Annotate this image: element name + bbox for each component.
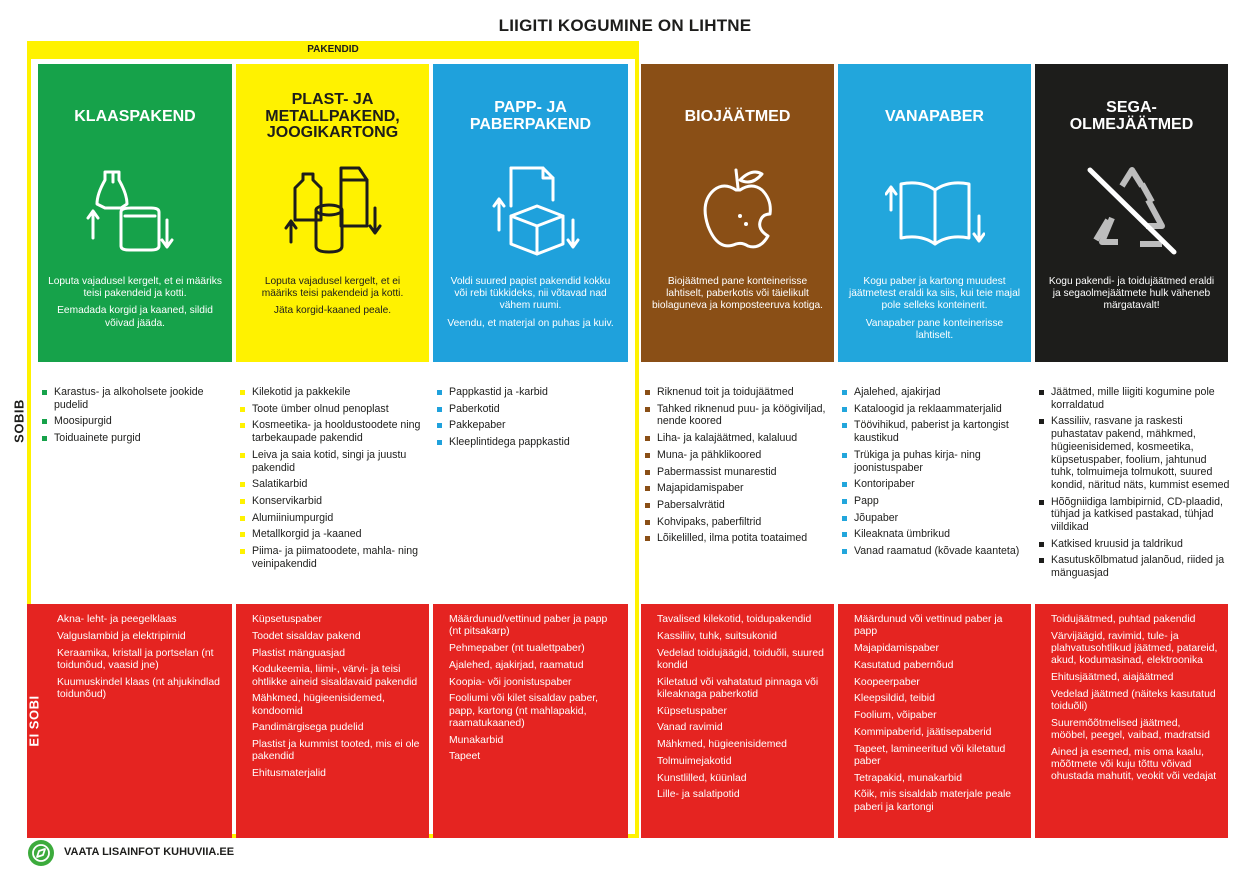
list-item: Kasutuskõlbmatud jalanõud, riided ja mänguasjad [1039,554,1231,579]
list-item: Kleepsildid, teibid [854,693,935,705]
list-item: Konservikarbid [240,495,428,508]
list-item: Liha- ja kalajäätmed, kalaluud [645,432,833,445]
list-item: Toodet sisaldav pakend [252,630,361,642]
list-item: Kosmeetika- ja hooldustoodete ning tarbekaupade pakendid [240,419,428,444]
column-description [848,276,1021,342]
list-item: Tapeet [449,751,481,763]
list-item: Pabersalvrätid [645,499,833,512]
footer-link-text[interactable]: VAATA LISAINFOT KUHUVIIA.EE [64,846,235,858]
sobib-list-papppakend [437,386,627,453]
list-item: Majapidamispaber [854,643,939,655]
list-item: Mähkmed, hügieenisidemed [657,739,787,751]
column-description [48,276,222,330]
list-item: Pehmepaber (nt tualettpaber) [449,643,585,655]
list-item: Fooliumi või kilet sisaldav paber, papp, kartong (nt mahlapakid, raamatukaaned) [449,693,598,729]
list-item: Ehitusjäätmed, aiajäätmed [1051,672,1174,684]
list-item: Tavalised kilekotid, toidupakendid [657,614,812,625]
list-item: Pabermassist munarestid [645,466,833,479]
column-header-vanapaber [838,64,1031,362]
list-item: Kassiliiv, tuhk, suitsukonid [657,630,777,642]
list-item: Kleeplintidega pappkastid [437,436,627,449]
description-paragraph: Loputa vajadusel kergelt, et ei määriks teisi pakendeid ja kotti. [261,276,404,300]
list-item: Vanad raamatud (kõvade kaanteta) [842,545,1030,558]
list-item: Kataloogid ja reklaammaterjalid [842,403,1030,416]
list-item: Kileaknata ümbrikud [842,528,1030,541]
list-item: Ehitusmaterjalid [252,768,326,780]
column-title: KLAASPAKEND [74,107,196,125]
description-paragraph: Voldi suured papist pakendid kokku või rebi tükkideks, nii võtavad nad vähem ruumi. [450,276,611,312]
column-description [1045,276,1218,313]
list-item: Plastist ja kummist tooted, mis ei ole pakendid [252,739,420,763]
cardboard-box-recycle-icon [481,160,581,260]
ei-sobi-label [27,604,41,838]
list-item: Alumiiniumpurgid [240,512,428,525]
list-item: Kohvipaks, paberfiltrid [645,516,833,529]
list-item: Kiletatud või vahatatud pinnaga või kileaknaga paberkotid [657,676,819,700]
list-item: Kõik, mis sisaldab materjale peale paberi ja kartongi [854,789,1012,813]
list-item: Kommipaberid, jäätisepaberid [854,726,992,738]
list-item: Jõupaber [842,512,1030,525]
description-paragraph: Eemadada korgid ja kaaned, sildid võivad jääda. [57,305,213,329]
list-item: Töövihikud, paberist ja kartongist kaustikud [842,419,1030,444]
column-header-plastpakend [236,64,429,362]
sobib-list-plastpakend [240,386,428,574]
crossed-recycle-icon [1082,160,1182,260]
list-item: Tahked riknenud puu- ja köögiviljad, nende koored [645,403,833,428]
description-paragraph: Kogu paber ja kartong muudest jäätmetest eraldi ka siis, kui teie majal pole selleks konteinerit. [849,276,1020,312]
list-item: Valguslambid ja elektripirnid [57,630,186,642]
column-description [443,276,618,330]
list-item: Pandimärgisega pudelid [252,722,364,734]
ei-sobi-list-klaaspakend [41,604,232,838]
description-paragraph: Kogu pakendi- ja toidujäätmed eraldi ja segaolmejäätmete hulk väheneb märgatavalt! [1048,276,1215,312]
list-item: Toidujäätmed, puhtad pakendid [1051,614,1196,625]
list-item: Vedelad jäätmed (näiteks kasutatud toiduõli) [1051,688,1216,713]
column-header-segaolmejaatmed [1035,64,1228,362]
list-item: Kilekotid ja pakkekile [240,386,428,399]
list-item: Riknenud toit ja toidujäätmed [645,386,833,399]
list-item: Kassiliiv, rasvane ja raskesti puhastatav pakend, mähkmed, hügieenisidemed, kosmeetika, küpsetuspaber, foolium, jahtunud tuhk, tolmuimeja tolmukott, suured kondid, näritud näts, kummist esemed [1039,415,1231,491]
column-header-papppakend [433,64,628,362]
list-item: Moosipurgid [42,415,230,428]
list-item: Toote ümber olnud penoplast [240,403,428,416]
apple-core-icon [688,160,788,260]
compass-logo-icon [28,840,54,866]
description-paragraph: Jäta korgid-kaaned peale. [273,305,392,317]
glass-bottle-jar-recycle-icon [85,160,185,260]
list-item: Paberkotid [437,403,627,416]
plastic-metal-carton-recycle-icon [283,160,383,260]
list-item: Katkised kruusid ja taldrikud [1039,538,1231,551]
list-item: Ajalehed, ajakirjad [842,386,1030,399]
column-title: BIOJÄÄTMED [684,107,791,125]
list-item: Kuumuskindel klaas (nt ahjukindlad toidunõud) [57,676,220,700]
sobib-list-segaolmejaatmed [1039,386,1231,584]
list-item: Määrdunud/vettinud paber ja papp (nt pitsakarp) [449,614,608,638]
list-item: Akna- leht- ja peegelklaas [57,614,177,625]
list-item: Vedelad toidujäägid, toiduõli, suured kondid [657,647,824,671]
list-item: Salatikarbid [240,478,428,491]
description-paragraph: Loputa vajadusel kergelt, et ei määriks teisi pakendeid ja kotti. [48,276,222,300]
column-description [246,276,419,318]
ei-sobi-list-plastpakend [236,604,429,838]
column-header-biojaatmed [641,64,834,362]
list-item: Kasutatud pabernõud [854,659,954,671]
description-paragraph: Veendu, et materjal on puhas ja kuiv. [447,317,614,329]
list-item: Jäätmed, mille liigiti kogumine pole korraldatud [1039,386,1231,411]
list-item: Tetrapakid, munakarbid [854,772,963,784]
column-title: SEGA- OLMEJÄÄTMED [1069,99,1194,133]
list-item: Foolium, võipaber [854,710,937,722]
list-item: Metallkorgid ja -kaaned [240,528,428,541]
sobib-list-vanapaber [842,386,1030,562]
page-title: LIIGITI KOGUMINE ON LIHTNE [498,16,752,35]
sobib-label [12,390,26,452]
list-item: Küpsetuspaber [252,614,322,625]
column-title: PAPP- JA PABERPAKEND [469,99,592,133]
column-title: VANAPABER [885,107,984,125]
ei-sobi-list-vanapaber [838,604,1031,838]
list-item: Küpsetuspaber [657,705,727,717]
list-item: Suuremõõtmelised jäätmed, mööbel, peegel, vaibad, madratsid [1051,717,1210,742]
list-item: Keraamika, kristall ja portselan (nt toidunõud, vaasid jne) [57,647,214,671]
list-item: Lille- ja salatipotid [657,789,740,801]
sobib-list-klaaspakend [42,386,230,449]
list-item: Värvijäägid, ravimid, tule- ja plahvatusohtlikud jäätmed, patareid, akud, kodumasinad, elektroonika [1051,630,1218,667]
list-item: Pakkepaber [437,419,627,432]
list-item: Plastist mänguasjad [252,647,345,659]
list-item: Leiva ja saia kotid, singi ja juustu pakendid [240,449,428,474]
column-description [651,276,824,313]
list-item: Hõõgniidiga lambipirnid, CD-plaadid, tühjad ja katkised pastakad, tühjad viildikad [1039,496,1231,534]
list-item: Papp [842,495,1030,508]
sobib-list-biojaatmed [645,386,833,549]
list-item: Kunstlilled, küünlad [657,772,747,784]
ei-sobi-label-text: EI SOBI [26,695,42,747]
list-item: Ained ja esemed, mis oma kaalu, mõõtmete või kuju tõttu võivad ohustada mahutit, veokit või vedajat [1051,746,1217,783]
list-item: Karastus- ja alkoholsete jookide pudelid [42,386,230,411]
ei-sobi-list-segaolmejaatmed [1035,604,1228,838]
column-title: PLAST- JA METALLPAKEND, JOOGIKARTONG [265,90,400,142]
ei-sobi-list-biojaatmed [641,604,834,838]
list-item: Tolmuimejakotid [657,755,732,767]
ei-sobi-list-papppakend [433,604,628,838]
list-item: Määrdunud või vettinud paber ja papp [854,614,1003,638]
list-item: Kodukeemia, liimi-, värvi- ja teisi ohtlikke aineid sisaldavaid pakendid [252,664,418,688]
list-item: Koopia- või joonistuspaber [449,676,572,688]
list-item: Muna- ja pähklikoored [645,449,833,462]
list-item: Piima- ja piimatoodete, mahla- ning veinipakendid [240,545,428,570]
list-item: Koopeerpaber [854,676,920,688]
list-item: Toiduainete purgid [42,432,230,445]
list-item: Ajalehed, ajakirjad, raamatud [449,659,584,671]
list-item: Vanad ravimid [657,722,723,734]
list-item: Trükiga ja puhas kirja- ning joonistuspaber [842,449,1030,474]
column-header-klaaspakend [38,64,232,362]
list-item: Munakarbid [449,734,504,746]
list-item: Pappkastid ja -karbid [437,386,627,399]
list-item: Majapidamispaber [645,482,833,495]
description-paragraph: Biojäätmed pane konteinerisse lahtiselt, paberkotis või täielikult biolaguneva ja komposteeruva kotiga. [651,276,824,312]
list-item: Lõikelilled, ilma potita toataimed [645,532,833,545]
list-item: Tapeet, lamineeritud või kiletatud paber [854,743,1006,767]
sobib-label-text: SOBIB [11,399,27,443]
list-item: Mähkmed, hügieenisidemed, kondoomid [252,693,385,717]
packaging-group-label: PAKENDID [27,41,639,59]
open-book-recycle-icon [885,160,985,260]
list-item: Kontoripaber [842,478,1030,491]
description-paragraph: Vanapaber pane konteinerisse lahtiselt. [865,317,1004,341]
